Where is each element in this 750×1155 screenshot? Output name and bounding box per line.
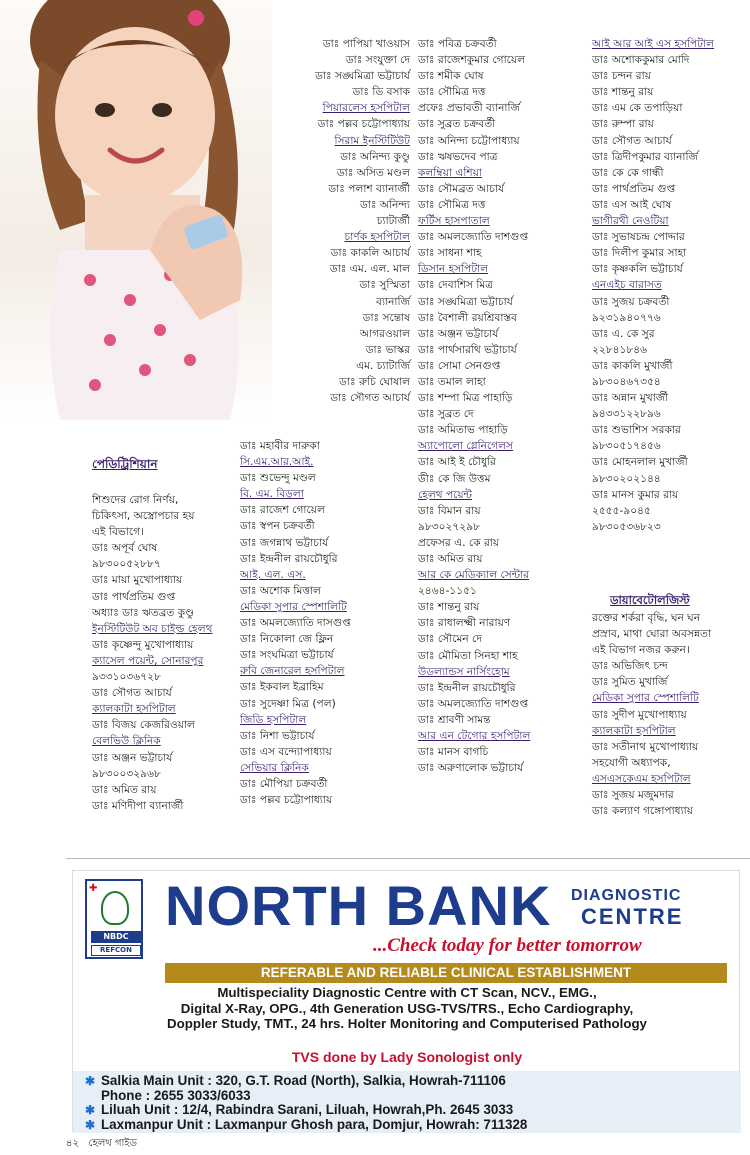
hospital-name: ভাগীরথী নেওটিয়া [592, 215, 669, 228]
list-item: অধ্যাঃ ডাঃ ঋতব্রত কুণ্ডু [92, 606, 195, 619]
list-item: প্রফেঃ প্রভাবতী ব্যানার্জি [418, 102, 520, 115]
hospital-name: ফর্টিস হাসপাতাল [418, 215, 490, 228]
list-item: ডাঃ সুব্রত চক্রবর্তী [418, 118, 496, 131]
list-item: ৯৩৩১০৩৬৭২৮ [92, 671, 161, 684]
nbdc-logo [85, 879, 143, 959]
unit-liluah [85, 1102, 741, 1118]
list-item: ডাঃ রাজেশ গোয়েল [240, 504, 325, 517]
list-item: ২৪৬৪-১১৫১ [418, 585, 477, 598]
list-item: ডাঃ অমিত রায় [418, 553, 483, 565]
bullet-star-icon: ✱ [85, 1117, 96, 1132]
list-item: ডাঃ সৌগত আচার্য [92, 687, 172, 700]
unit-salkia-phone [101, 1089, 741, 1104]
ad-description [77, 985, 737, 1032]
list-item: প্রস্রাব, মাথা ঘোরা অবসন্নতা [592, 628, 712, 641]
list-item: ডাঃ মায়া মুখোপাধ্যায় [92, 574, 183, 587]
list-item: ডাঃ সঙ্ঘমিত্রা ভট্টাচার্য [418, 295, 513, 308]
list-item: ডাঃ অঞ্জন ভট্টাচার্য [92, 751, 173, 764]
list-item: ডাঃ সতীনাথ মুখোপাধ্যায় [592, 740, 699, 753]
list-item: ডাঃ সুজয় মজুমদার [592, 789, 674, 802]
hospital-name: মেডিকা সুপার স্পেশালিটি [592, 692, 699, 705]
hospital-name: এনএইচ বারাসত [592, 279, 662, 292]
list-item: ডাঃ অসিত মণ্ডল [336, 166, 410, 179]
north-bank-advertisement [72, 870, 740, 1132]
list-item: ডাঃ কে কে গান্ধী [592, 166, 664, 179]
list-item: ডাঃ সৌমিত্র দত্ত [418, 198, 486, 211]
list-item: ডাঃ এস বন্দ্যোপাধ্যায় [240, 745, 332, 758]
list-item: ডাঃ অরুণালোক ভট্টাচার্য [418, 762, 524, 775]
list-item: ডাঃ শান্তনু রায় [418, 601, 480, 614]
list-item: ডাঃ সুভাষচন্দ্র পোদ্দার [592, 231, 685, 244]
hospital-name: হেলথ পয়েন্ট [418, 488, 473, 501]
page-footer [66, 1136, 137, 1153]
list-item: ডাঃ সোমা সেনগুপ্ত [418, 359, 501, 372]
list-item: ডাঃ কৃষ্ণেন্দু মুখোপাধ্যায় [92, 638, 194, 651]
list-item: ডাঃ শম্পা মিত্র পাহাড়ি [418, 392, 513, 405]
list-item: ৯৮৩০২০২১৪৪ [592, 472, 661, 485]
list-item: ডাঃ অশোক মিত্তাল [240, 584, 321, 597]
list-item: ডাঃ বিজয় কেজরিওয়াল [92, 719, 195, 732]
list-item: ডাঃ সন্তোষ [362, 311, 410, 324]
list-item: রক্তের শর্করা বৃদ্ধি, ঘন ঘন [592, 612, 701, 624]
ad-tagline: ...Check today for better tomorrow [373, 935, 642, 956]
list-item: ডাঃ সাধনা শাহ [418, 247, 482, 260]
hospital-name: বেলভিউ ক্লিনিক [92, 735, 161, 748]
medical-cross-icon: ✚ [89, 883, 98, 894]
list-item: ডাঃ ইন্দ্রনীল রায়চৌধুরি [240, 552, 338, 565]
list-item: সহযোগী অধ্যাপক, [592, 756, 671, 769]
list-item: ডাঃ স্বপন চক্রবর্তী [240, 520, 315, 533]
list-item: ডাঃ বিমান রায় [418, 504, 481, 517]
list-item: ডাঃ এম কে তপাড়িয়া [592, 102, 683, 115]
list-item: ডাঃ সৌমিত্র দত্ত [418, 86, 486, 99]
list-item: ডীঃ কে জি উত্তম [418, 472, 491, 485]
hospital-name: ক্যাসেল পয়েন্ট, সোনারপুর [92, 654, 204, 667]
doctor-list-column-1 [240, 36, 410, 406]
list-item: ডাঃ সৌমব্রত আচার্য [418, 182, 505, 195]
list-item: ডাঃ সংযুক্তা দে [345, 54, 410, 67]
list-item: ডাঃ নিকোলা জে ফ্লিন [240, 633, 334, 646]
hospital-name: বি. এম. বিড়লা [240, 488, 304, 501]
list-item: ডাঃ কৃষ্ণকলি ভট্টাচার্য [592, 263, 683, 276]
unit-text: Salkia Main Unit : 320, G.T. Road (North), Salkia, Howrah-711106 [101, 1073, 506, 1088]
list-item: ডাঃ সুদেষ্ণা মিত্র (পল) [240, 697, 336, 710]
hospital-name: উডল্যান্ডস নার্সিংহোম [418, 665, 510, 678]
list-item: ডাঃ দেবাশিস মিত্র [418, 279, 494, 292]
list-item: ডাঃ ঋষভদেব পাত্র [418, 150, 498, 163]
hospital-name: পিয়ারলেস হসপিটাল [322, 102, 410, 115]
ad-desc-line: Digital X-Ray, OPG., 4th Generation USG-TVS/TRS., Echo Cardiography, [180, 1000, 634, 1016]
list-item: ডাঃ শমীক ঘোষ [418, 70, 484, 83]
list-item: ডাঃ দিলীপ কুমার সাহা [592, 247, 687, 260]
list-item: ডাঃ নিশা ভট্টাচার্য [240, 729, 315, 742]
list-item: ডাঃ মৌমিতা সিনহা শাহ [418, 649, 518, 662]
list-item: ডাঃ কাকলি আচার্য [330, 247, 410, 260]
caduceus-emblem-icon [101, 891, 129, 925]
unit-text: Phone : 2655 3033/6033 [101, 1087, 251, 1103]
list-item: ৯৮৩০৫৩৬৮২৩ [592, 520, 661, 533]
hospital-name: আই. এল. এস. [240, 568, 306, 581]
list-item: ডাঃ অমলজ্যোতি দাশগুপ্ত [418, 231, 529, 244]
hospital-name: আর কে মেডিক্যাল সেন্টার [418, 569, 529, 582]
list-item: ডাঃ মহাবীর দারুকা [240, 440, 320, 452]
list-item: ডাঃ পবিত্র চক্রবর্তী [418, 38, 497, 50]
hospital-name: রুবি জেনারেল হসপিটাল [240, 665, 345, 678]
list-item: ডাঃ বৈশালী রয়শ্রিবাস্তব [418, 311, 517, 324]
list-item: ডাঃ মোহনলাল মুখার্জী [592, 456, 688, 469]
list-item: ৯২৩১৯৪০৭৭৬ [592, 311, 661, 324]
hospital-name: মেডিকা সুপার স্পেশালিটি [240, 600, 347, 613]
section-divider [66, 858, 750, 859]
list-item: ডাঃ সৌগত আচার্য [592, 134, 672, 147]
list-item: ডাঃ অঞ্জন ভট্টাচার্য [418, 327, 499, 340]
hospital-name: জিডি হসপিটাল [240, 713, 307, 726]
list-item: ডাঃ অমিতাভ পাহাড়ি [418, 424, 508, 437]
list-item: ডাঃ মানস বাগচি [418, 746, 489, 759]
ad-units [73, 1071, 741, 1133]
hospital-name: ক্যালকাটা হসপিটাল [92, 703, 176, 716]
list-item: ডাঃ এম. এল. মাল [329, 263, 410, 276]
list-item: ডাঃ ইকবাল ইব্রাহিম [240, 681, 324, 694]
hospital-name: আর এন টেগোর হসপিটাল [418, 730, 531, 743]
child-photo [0, 0, 272, 420]
list-item: ডাঃ অমলজ্যোতি দাশগুপ্ত [418, 697, 529, 710]
list-item: ডাঃ পাপিয়া খাওয়াস [322, 38, 410, 50]
list-item: ডাঃ রাধালক্ষ্মী নারায়ণ [418, 617, 511, 630]
list-item: ৯৮৩০২৭২৯৮ [418, 520, 480, 533]
ad-tvs-note: TVS done by Lady Sonologist only [291, 1049, 523, 1065]
list-item: ডাঃ রুচি ঘোষাল [339, 375, 410, 388]
list-item: ডাঃ সুদীপ মুখোপাধ্যায় [592, 708, 687, 721]
list-item: ডাঃ পল্লব চট্টোপাধ্যায় [240, 794, 333, 807]
list-item: ডাঃ অমলজ্যোতি দাসগুপ্ত [240, 617, 351, 630]
list-item: এই বিভাগে। [92, 526, 144, 539]
hospital-name: সি.এম.আর.আই. [240, 456, 314, 469]
list-item: ডাঃ রাজেশকুমার গোয়েল [418, 54, 526, 67]
list-item: ২২৮৪১৮৪৬ [592, 343, 648, 356]
unit-text: Laxmanpur Unit : Laxmanpur Ghosh para, Domjur, Howrah: 711328 [101, 1116, 528, 1132]
list-item: ডাঃ অশোককুমার মোদি [592, 54, 690, 67]
list-item: চ্যাটার্জী [376, 215, 410, 228]
logo-label-bottom: REFCON [91, 945, 141, 956]
list-item: ডাঃ সুব্রত দে [418, 408, 474, 421]
list-item: ডাঃ সংঘমিত্রা ভট্টাচার্য [240, 649, 334, 662]
list-item: ডাঃ ইন্দ্রনীল রায়চৌধুরি [418, 681, 516, 694]
hospital-name: আই আর আই এস হসপিটাল [592, 38, 714, 50]
list-item: ৯৮৩০০৩২৯৬৮ [92, 767, 161, 780]
unit-salkia [85, 1073, 741, 1089]
list-item: ডাঃ শ্রাবণী সামন্ত [418, 713, 491, 726]
unit-laxmanpur [85, 1116, 741, 1133]
list-item: ডাঃ সঙ্ঘমিত্রা ভট্টাচার্য [315, 70, 410, 83]
unit-text: Liluah Unit : 12/4, Rabindra Sarani, Liluah, Howrah,Ph. 2645 3033 [101, 1102, 514, 1118]
list-item: ডাঃ ভাস্কর [365, 343, 410, 356]
list-item: ডাঃ শান্তনু রায় [592, 86, 654, 99]
ad-desc-line: Doppler Study, TMT., 24 hrs. Holter Monitoring and Computerised Pathology [167, 1016, 647, 1031]
list-item: ডাঃ সৌগত আচার্য [330, 392, 410, 405]
list-item: ডাঃ পলাশ ব্যানার্জী [328, 182, 410, 195]
list-item: ডাঃ অনিন্দ্য কুণ্ডু [340, 150, 410, 163]
list-item: ডাঃ অনিন্দ্য [360, 198, 410, 211]
list-item: ডাঃ পার্থপ্রতিম গুপ্ত [592, 182, 676, 195]
ad-band: REFERABLE AND RELIABLE CLINICAL ESTABLISHMENT [165, 963, 727, 983]
list-item: এম. চ্যাটার্জি [356, 359, 410, 372]
list-item: ডাঃ মণিদীপা ব্যানার্জী [92, 799, 184, 812]
list-item: চিকিৎসা, অস্ত্রোপচার হয় [92, 510, 195, 523]
ad-desc-line: Multispeciality Diagnostic Centre with CT Scan, NCV., EMG., [217, 985, 597, 1000]
hospital-name: এসএসকেএম হসপিটাল [592, 772, 691, 785]
doctor-list-column-1-lower [240, 438, 410, 808]
list-item: ডাঃ সুজয় চক্রবর্তী [592, 295, 670, 308]
list-item: ডাঃ শুভেন্দু মণ্ডল [240, 472, 316, 485]
list-item: ডাঃ পার্থপ্রতিম গুপ্ত [92, 590, 176, 603]
ad-title: NORTH BANK [165, 874, 552, 937]
list-item: শিশুদের রোগ নির্ণয়, [92, 494, 179, 506]
ad-subtitle-bottom: CENTRE [581, 904, 684, 929]
pediatrician-heading: পেডিট্রিশিয়ান [92, 457, 158, 471]
diabetologist-heading: ডায়াবেটোলজিস্ট [610, 593, 690, 607]
logo-label-top: NBDC [91, 931, 141, 943]
list-item: ডাঃ এস আই ঘোষ [592, 198, 672, 211]
list-item: ডাঃ শুভাশিস সরকার [592, 424, 681, 437]
list-item: ডাঃ সুমিত মুখার্জি [592, 676, 668, 689]
list-item: ডাঃ সুস্মিতা [359, 279, 410, 292]
list-item: আগরওয়াল [359, 327, 410, 340]
list-item: ডাঃ তমাল লাহা [418, 375, 486, 388]
list-item: ডাঃ অভিজিৎ চন্দ [592, 660, 668, 673]
list-item: ডাঃ অনিন্দ্য চট্টোপাধ্যায় [418, 134, 520, 147]
list-item: ডাঃ মৌপিয়া চক্রবর্তী [240, 777, 328, 790]
list-item: ডাঃ পার্থসারথি ভট্টাচার্য [418, 343, 517, 356]
diabetologist-list [592, 610, 742, 819]
hospital-name: ডিসান হসপিটাল [418, 263, 489, 276]
doctor-list-column-3 [592, 36, 742, 535]
list-item: ৯৮৩০৫১৭৪৫৬ [592, 440, 661, 453]
list-item: ডাঃ সৌমেন দে [418, 633, 482, 646]
hospital-name: সিরাম ইনস্টিটিউট [334, 134, 410, 147]
hospital-name: কলম্বিয়া এশিয়া [418, 166, 482, 179]
list-item: ডাঃ অন্নান মুখার্জী [592, 392, 669, 405]
list-item: ডাঃ ডি বসাক [352, 86, 410, 99]
list-item: ডাঃ আই ই চৌধুরি [418, 456, 496, 469]
hospital-name: সেভিয়ার ক্লিনিক [240, 761, 309, 774]
bullet-star-icon: ✱ [85, 1074, 96, 1088]
list-item: ডাঃ কল্যাণ গঙ্গোপাধ্যায় [592, 805, 693, 818]
list-item: ডাঃ কাকলি মুখার্জী [592, 359, 673, 372]
list-item: ডাঃ অমিত রায় [92, 783, 157, 796]
list-item: ৯৮৩০০৫২৮৮৭ [92, 558, 161, 571]
page-number: ৪২ [66, 1138, 79, 1149]
list-item: ডাঃ ত্রিদীপকুমার ব্যানার্জি [592, 150, 698, 163]
hospital-name: চার্ণক হসপিটাল [344, 231, 410, 244]
list-item: ডাঃ জগন্নাথ ভট্টাচার্য [240, 536, 329, 549]
bullet-star-icon: ✱ [85, 1103, 96, 1118]
list-item: ব্যানার্জি [376, 295, 410, 308]
list-item: এই বিভাগ নজর করুন। [592, 644, 690, 657]
list-item: ডাঃ পল্লব চট্টোপাধ্যায় [317, 118, 410, 131]
pediatrician-list [92, 492, 242, 814]
hospital-name: ইনস্টিটিউট অব চাইল্ড হেলথ [92, 622, 213, 635]
child-illustration [0, 0, 272, 420]
list-item: ডাঃ চন্দন রায় [592, 70, 651, 83]
hospital-name: ক্যালকাটা হসপিটাল [592, 724, 676, 737]
list-item: ডাঃ এ. কে সুর [592, 327, 655, 340]
list-item: ৯৮৩০৪৬৭৩৫৪ [592, 375, 661, 388]
doctor-list-column-2 [418, 36, 588, 776]
ad-subtitle-top: DIAGNOSTIC [571, 887, 682, 904]
list-item: ডাঃ অপূর্ব ঘোষ [92, 542, 158, 555]
magazine-name: হেলথ গাইড [88, 1138, 137, 1149]
hospital-name: অ্যাপোলো গ্লেনিগেলস [418, 440, 514, 453]
list-item: প্রফেসর এ. কে রায় [418, 536, 500, 549]
list-item: ৯৪৩৩১২২৮৯৬ [592, 408, 661, 421]
list-item: ডাঃ মানস কুমার রায় [592, 488, 679, 501]
list-item: ২৫৫৫-৯০৪৫ [592, 504, 651, 517]
list-item: ডাঃ রুম্পা রায় [592, 118, 654, 131]
